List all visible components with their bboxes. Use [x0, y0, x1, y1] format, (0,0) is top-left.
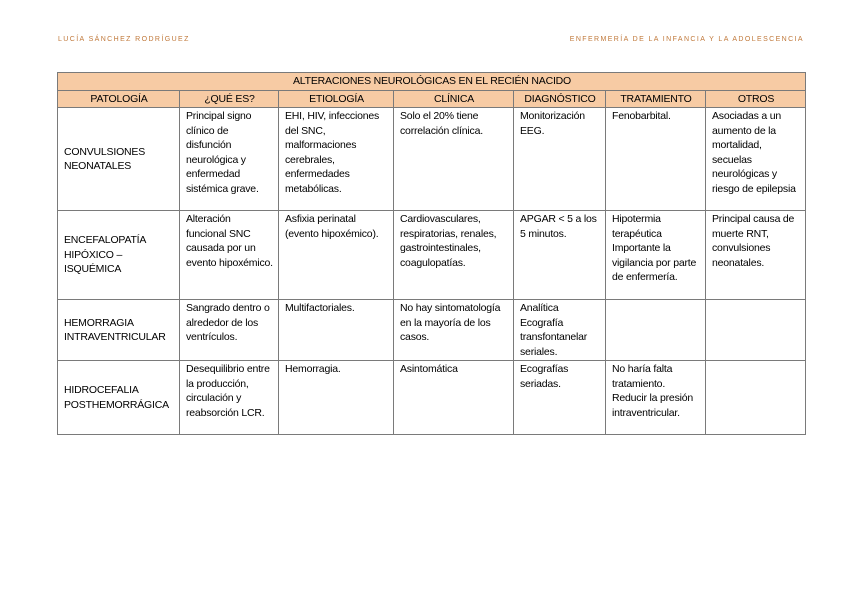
cell-que-es: Desequilibrio entre la producción, circulación y reabsorción LCR. [180, 361, 279, 435]
table-title: ALTERACIONES NEUROLÓGICAS EN EL RECIÉN NACIDO [58, 73, 806, 91]
header-subject: ENFERMERÍA DE LA INFANCIA Y LA ADOLESCENCIA [569, 36, 804, 43]
column-header-clinica: CLÍNICA [394, 90, 514, 108]
cell-tratamiento: Hipotermia terapéutica Importante la vigilancia por parte de enfermería. [606, 211, 706, 300]
cell-patologia: HEMORRAGIA INTRAVENTRICULAR [58, 300, 180, 361]
column-header-otros: OTROS [706, 90, 806, 108]
cell-otros [706, 300, 806, 361]
cell-etiologia: Hemorragia. [279, 361, 394, 435]
cell-diagnostico: Monitorización EEG. [514, 108, 606, 211]
cell-patologia: HIDROCEFALIA POSTHEMORRÁGICA [58, 361, 180, 435]
table-row [58, 211, 806, 300]
cell-otros [706, 361, 806, 435]
cell-clinica: No hay sintomatología en la mayoría de los casos. [394, 300, 514, 361]
cell-clinica: Asintomática [394, 361, 514, 435]
cell-tratamiento [606, 300, 706, 361]
table-row [58, 300, 806, 361]
cell-que-es: Sangrado dentro o alrededor de los ventrículos. [180, 300, 279, 361]
cell-otros: Asociadas a un aumento de la mortalidad, secuelas neurológicas y riesgo de epilepsia [706, 108, 806, 211]
cell-clinica: Solo el 20% tiene correlación clínica. [394, 108, 514, 211]
column-header-etiologia: ETIOLOGÍA [279, 90, 394, 108]
column-header-patologia: PATOLOGÍA [58, 90, 180, 108]
neuro-alterations-table [57, 72, 806, 435]
cell-etiologia: Asfixia perinatal (evento hipoxémico). [279, 211, 394, 300]
cell-clinica: Cardiovasculares, respiratorias, renales, gastrointestinales, coagulopatías. [394, 211, 514, 300]
cell-patologia: CONVULSIONES NEONATALES [58, 108, 180, 211]
cell-patologia: ENCEFALOPATÍA HIPÓXICO – ISQUÉMICA [58, 211, 180, 300]
cell-tratamiento: Fenobarbital. [606, 108, 706, 211]
cell-etiologia: EHI, HIV, infecciones del SNC, malformaciones cerebrales, enfermedades metabólicas. [279, 108, 394, 211]
cell-etiologia: Multifactoriales. [279, 300, 394, 361]
cell-diagnostico: APGAR < 5 a los 5 minutos. [514, 211, 606, 300]
table-row [58, 361, 806, 435]
cell-otros: Principal causa de muerte RNT, convulsiones neonatales. [706, 211, 806, 300]
column-header-tratamiento: TRATAMIENTO [606, 90, 706, 108]
cell-tratamiento: No haría falta tratamiento. Reducir la presión intraventricular. [606, 361, 706, 435]
cell-que-es: Principal signo clínico de disfunción neurológica y enfermedad sistémica grave. [180, 108, 279, 211]
cell-que-es: Alteración funcional SNC causada por un evento hipoxémico. [180, 211, 279, 300]
table-row [58, 108, 806, 211]
header-author: LUCÍA SÁNCHEZ RODRÍGUEZ [58, 36, 190, 43]
column-header-diagnostico: DIAGNÓSTICO [514, 90, 606, 108]
cell-diagnostico: Ecografías seriadas. [514, 361, 606, 435]
column-header-que-es: ¿QUÉ ES? [180, 90, 279, 108]
cell-diagnostico: Analítica Ecografía transfontanelar seriales. [514, 300, 606, 361]
